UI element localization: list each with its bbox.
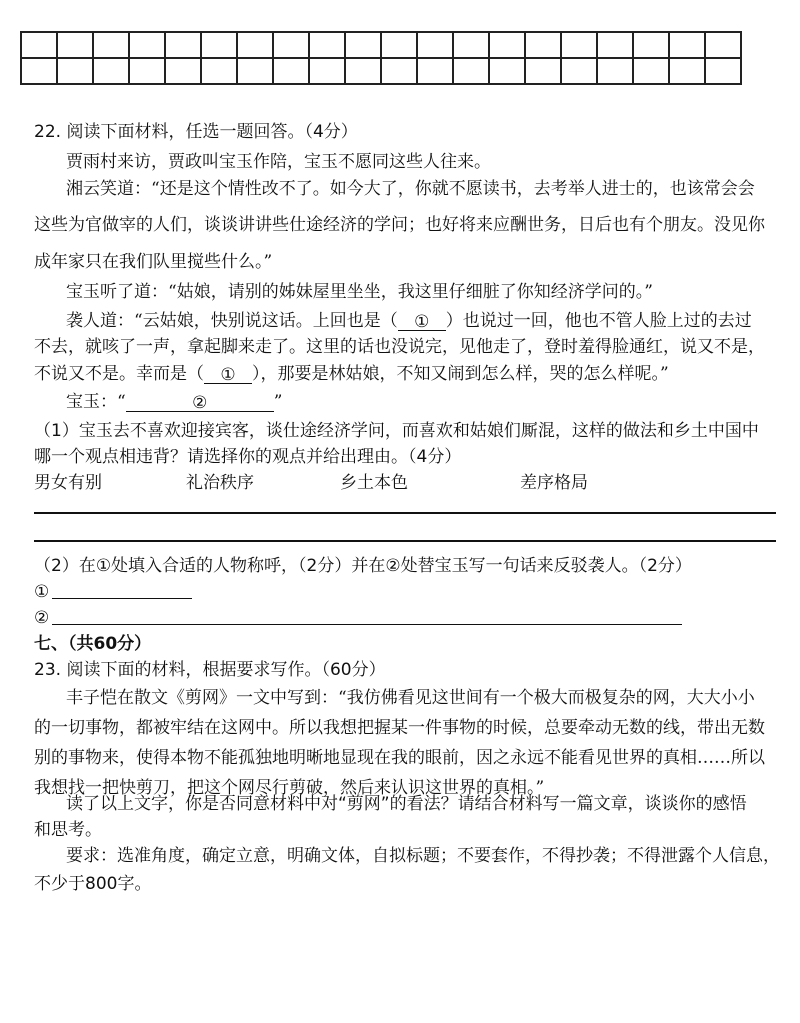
- option-nannv: 男女有别: [34, 473, 102, 493]
- option-xiangtu: 乡土本色: [340, 473, 408, 493]
- q22-material-line: [66, 392, 282, 412]
- answer-cell[interactable]: [201, 32, 237, 58]
- q22-text: ）也说过一回，他也不管人脸上过的去过: [445, 311, 752, 331]
- q23-title: 23. 阅读下面的材料，根据要求写作。（60分）: [34, 660, 386, 680]
- answer-cell[interactable]: [381, 32, 417, 58]
- answer-grid-row: [21, 32, 741, 58]
- answer-cell[interactable]: [633, 58, 669, 84]
- q22-sub2: （2）在①处填入合适的人物称呼，（2分）并在②处替宝玉写一句话来反驳袭人。（2分）: [34, 556, 692, 576]
- answer-grid-row: [21, 58, 741, 84]
- q22-sub1-line: （1）宝玉去不喜欢迎接宾客，谈仕途经济学问，而喜欢和姑娘们厮混，这样的做法和乡土中国中: [34, 421, 759, 441]
- answer-cell[interactable]: [129, 32, 165, 58]
- q22-text: 宝玉：“: [66, 392, 126, 412]
- q22-text: ），那要是林姑娘，不知又闹到怎么样，哭的怎么样呢。”: [252, 364, 669, 384]
- answer-cell[interactable]: [129, 58, 165, 84]
- answer-cell[interactable]: [345, 32, 381, 58]
- answer-cell[interactable]: [381, 58, 417, 84]
- answer-1-label: ①: [34, 582, 50, 602]
- answer-1-line[interactable]: [52, 598, 192, 599]
- q23-material-line: 我想找一把快剪刀，把这个网尽行剪破，然后来认识这世界的真相。”: [34, 778, 545, 798]
- answer-cell[interactable]: [21, 32, 57, 58]
- answer-cell[interactable]: [165, 58, 201, 84]
- answer-cell[interactable]: [345, 58, 381, 84]
- q23-material-line: 的一切事物，都被牢结在这网中。所以我想把握某一件事物的时候，总要牵动无数的线，带出无数: [34, 718, 765, 738]
- answer-cell[interactable]: [489, 32, 525, 58]
- q23-req-line: 不少于800字。: [34, 874, 152, 894]
- answer-2-label: ②: [34, 608, 50, 628]
- q23-material-line: 丰子恺在散文《剪网》一文中写到：“我仿佛看见这世间有一个极大而极复杂的网，大大小小: [66, 688, 755, 708]
- answer-cell[interactable]: [453, 32, 489, 58]
- answer-cell[interactable]: [309, 58, 345, 84]
- answer-cell[interactable]: [705, 32, 741, 58]
- q23-prompt-line: 读了以上文字，你是否同意材料中对“剪网”的看法？请结合材料写一篇文章，谈谈你的感悟: [66, 794, 747, 814]
- q23-material-line: 别的事物来，使得本物不能孤独地明晰地显现在我的眼前，因之永远不能看见世界的真相……所以: [34, 748, 765, 768]
- q22-text: ”: [273, 392, 283, 412]
- answer-cell[interactable]: [525, 32, 561, 58]
- blank-2[interactable]: ②: [126, 393, 274, 412]
- answer-2-line[interactable]: [52, 624, 682, 625]
- answer-cell[interactable]: [705, 58, 741, 84]
- q22-material-line: 不去，就咳了一声，拿起脚来走了。这里的话也没说完，见他走了，登时羞得脸通红，说又不是，: [34, 337, 765, 357]
- answer-cell[interactable]: [21, 58, 57, 84]
- answer-cell[interactable]: [57, 58, 93, 84]
- answer-cell[interactable]: [597, 58, 633, 84]
- q22-material-line: 贾雨村来访，贾政叫宝玉作陪，宝玉不愿同这些人往来。: [66, 152, 491, 172]
- answer-cell[interactable]: [525, 58, 561, 84]
- q22-material-line: [34, 364, 669, 384]
- answer-cell[interactable]: [93, 58, 129, 84]
- answer-cell[interactable]: [273, 32, 309, 58]
- q22-title: 22. 阅读下面材料，任选一题回答。（4分）: [34, 122, 358, 142]
- answer-cell[interactable]: [93, 32, 129, 58]
- q22-material-line: 宝玉听了道：“姑娘，请别的姊妹屋里坐坐，我这里仔细脏了你知经济学问的。”: [66, 282, 653, 302]
- option-chaxu: 差序格局: [520, 473, 588, 493]
- answer-cell[interactable]: [165, 32, 201, 58]
- answer-cell[interactable]: [309, 32, 345, 58]
- answer-cell[interactable]: [201, 58, 237, 84]
- answer-cell[interactable]: [669, 58, 705, 84]
- q23-req-line: 要求：选准角度，确定立意，明确文体，自拟标题；不要套作，不得抄袭；不得泄露个人信息，: [66, 846, 780, 866]
- q22-text: 袭人道：“云姑娘，快别说这话。上回也是（: [66, 311, 398, 331]
- answer-cell[interactable]: [489, 58, 525, 84]
- q22-sub1-line: 哪一个观点相违背？请选择你的观点并给出理由。（4分）: [34, 447, 462, 467]
- q22-material-line: 这些为官做宰的人们，谈谈讲讲些仕途经济的学问；也好将来应酬世务，日后也有个朋友。没见你: [34, 215, 765, 235]
- answer-cell[interactable]: [417, 58, 453, 84]
- option-lizhi: 礼治秩序: [186, 473, 254, 493]
- blank-1[interactable]: ①: [398, 312, 446, 331]
- answer-line[interactable]: [34, 540, 776, 542]
- q22-text: 不说又不是。幸而是（: [34, 364, 204, 384]
- blank-1-repeat[interactable]: ①: [204, 365, 252, 384]
- q22-material-line: 湘云笑道：“还是这个情性改不了。如今大了，你就不愿读书，去考举人进士的，也该常会会: [66, 179, 755, 199]
- answer-line[interactable]: [34, 512, 776, 514]
- answer-cell[interactable]: [561, 58, 597, 84]
- answer-cell[interactable]: [453, 58, 489, 84]
- answer-cell[interactable]: [57, 32, 93, 58]
- q22-material-line: [66, 311, 752, 331]
- answer-cell[interactable]: [273, 58, 309, 84]
- answer-cell[interactable]: [633, 32, 669, 58]
- answer-cell[interactable]: [669, 32, 705, 58]
- answer-cell[interactable]: [561, 32, 597, 58]
- answer-cell[interactable]: [597, 32, 633, 58]
- answer-cell[interactable]: [237, 32, 273, 58]
- answer-grid: [20, 31, 742, 85]
- section-7-title: 七、（共60分）: [34, 634, 152, 654]
- q23-prompt-line: 和思考。: [34, 820, 102, 840]
- q22-material-line: 成年家只在我们队里搅些什么。”: [34, 252, 273, 272]
- answer-cell[interactable]: [237, 58, 273, 84]
- answer-cell[interactable]: [417, 32, 453, 58]
